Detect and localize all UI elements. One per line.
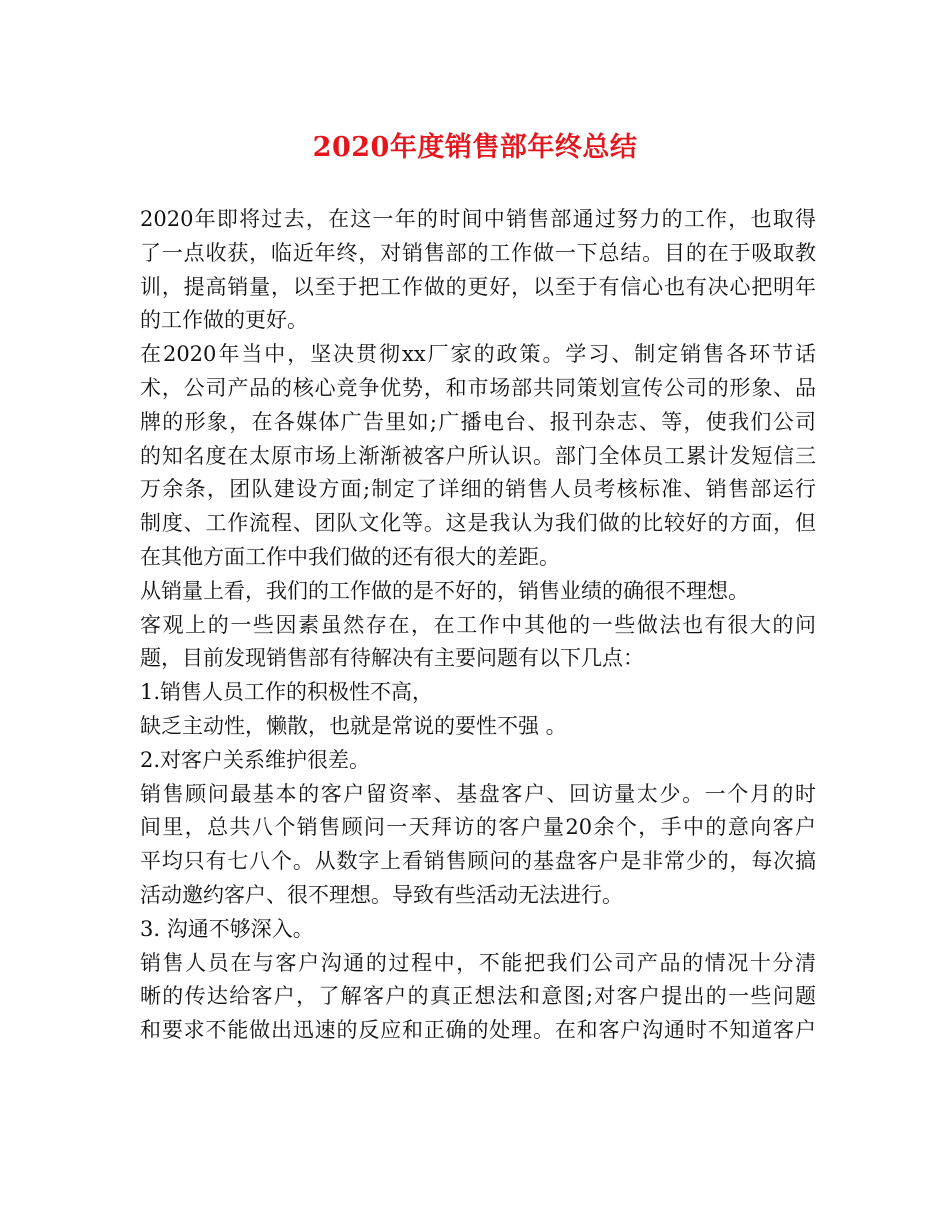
text-line: 客观上的一些因素虽然存在，在工作中其他的一些做法也有很大的问 [140, 612, 816, 637]
text-line: 2.对客户关系维护很差。 [140, 747, 371, 772]
text-line: 晰的传达给客户，了解客户的真正想法和意图;对客户提出的一些问题 [140, 984, 816, 1009]
text-line: 牌的形象，在各媒体广告里如;广播电台、报刊杂志、等，使我们公司 [140, 409, 816, 434]
text-line: 训，提高销量，以至于把工作做的更好，以至于有信心也有决心把明年 [140, 274, 816, 299]
text-line: 3. 沟通不够深入。 [140, 916, 314, 941]
document-body [140, 203, 816, 1048]
text-line: 从销量上看，我们的工作做的是不好的，销售业绩的确很不理想。 [140, 578, 749, 603]
document-title: 2020年度销售部年终总结 [312, 132, 638, 163]
text-line: 缺乏主动性，懒散，也就是常说的要性不强 。 [140, 713, 567, 738]
text-line: 销售人员在与客户沟通的过程中，不能把我们公司产品的情况十分清 [140, 950, 816, 975]
text-line: 的工作做的更好。 [140, 308, 308, 333]
text-line: 在其他方面工作中我们做的还有很大的差距。 [140, 544, 560, 569]
text-line: 和要求不能做出迅速的反应和正确的处理。在和客户沟通时不知道客户 [140, 1018, 816, 1043]
text-line: 在2020年当中，坚决贯彻xx厂家的政策。学习、制定销售各环节话 [140, 342, 816, 367]
text-line: 术，公司产品的核心竞争优势，和市场部共同策划宣传公司的形象、品 [140, 375, 816, 400]
text-line: 平均只有七八个。从数字上看销售顾问的基盘客户是非常少的，每次搞 [140, 849, 816, 874]
text-line: 题，目前发现销售部有待解决有主要问题有以下几点： [140, 646, 644, 671]
text-line: 制度、工作流程、团队文化等。这是我认为我们做的比较好的方面，但 [140, 511, 816, 536]
text-line: 的知名度在太原市场上渐渐被客户所认识。部门全体员工累计发短信三 [140, 443, 816, 468]
text-line: 万余条，团队建设方面;制定了详细的销售人员考核标准、销售部运行 [140, 477, 816, 502]
text-line: 2020年即将过去，在这一年的时间中销售部通过努力的工作，也取得 [140, 207, 816, 231]
text-line: 销售顾问最基本的客户留资率、基盘客户、回访量太少。一个月的时 [140, 781, 816, 806]
text-line: 活动邀约客户、很不理想。导致有些活动无法进行。 [140, 882, 623, 907]
text-line: 间里，总共八个销售顾问一天拜访的客户量20余个，手中的意向客户 [140, 815, 816, 840]
text-line: 了一点收获，临近年终，对销售部的工作做一下总结。目的在于吸取教 [140, 240, 816, 265]
text-line: 1.销售人员工作的积极性不高， [140, 680, 434, 705]
